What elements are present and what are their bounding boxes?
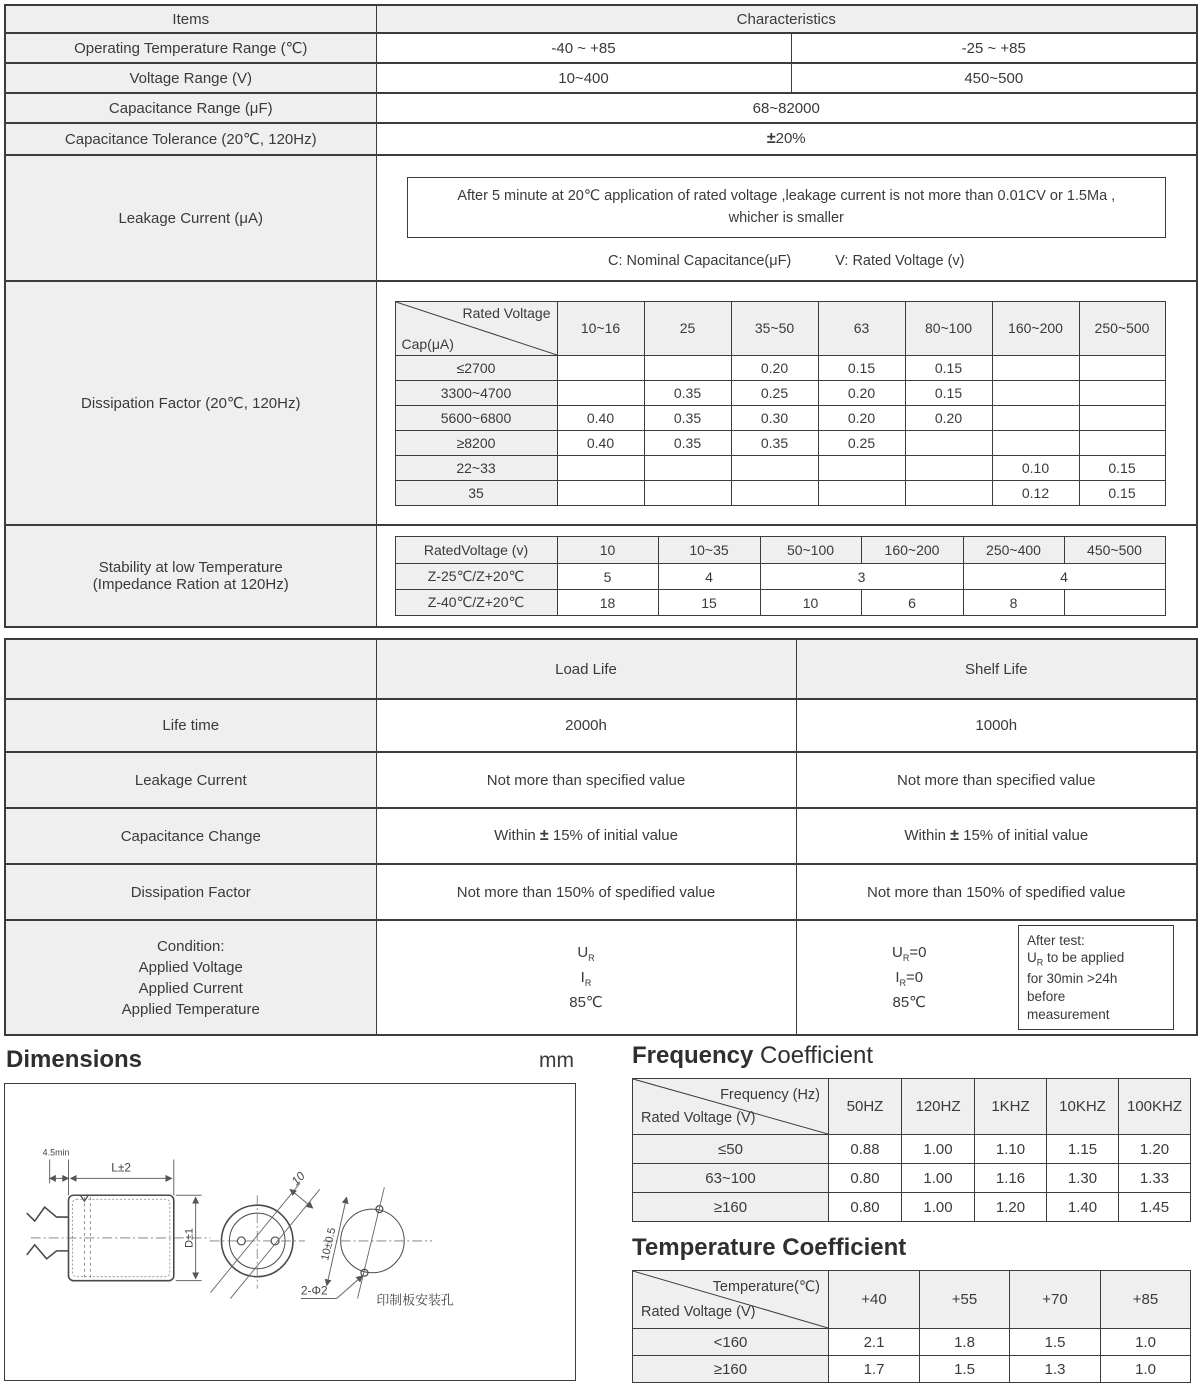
after-test-line: After test: <box>1027 932 1085 948</box>
df-cell: 0.40 <box>557 430 644 455</box>
table-row <box>395 405 1165 430</box>
value-cell: -40 ~ +85 <box>376 33 791 63</box>
st-cell: 4 <box>658 564 760 590</box>
life-table <box>4 638 1198 1036</box>
row-label: Capacitance Range (μF) <box>5 93 376 123</box>
col-header: 100KHZ <box>1119 1079 1191 1135</box>
col-header: 10~16 <box>557 301 644 355</box>
frequency-title <box>632 1042 1190 1070</box>
value-cell: Not more than specified value <box>796 752 1197 808</box>
df-cell <box>818 455 905 480</box>
empty-corner <box>5 639 376 699</box>
note-v: V: Rated Voltage (v) <box>835 253 965 270</box>
title-word: Temperature <box>632 1234 776 1261</box>
tc-cell: 2.1 <box>829 1329 920 1356</box>
after-test-box <box>1018 925 1174 1031</box>
dissipation-cell <box>376 281 1197 525</box>
ir-line: $I_R=0$ <box>895 968 924 988</box>
col-header: +70 <box>1010 1271 1101 1329</box>
table-row <box>395 380 1165 405</box>
stability-table <box>395 536 1166 616</box>
col-header: 25 <box>644 301 731 355</box>
cap-label: ≤2700 <box>395 355 557 380</box>
ur-line: $U_R$ <box>577 943 595 963</box>
temperature-corner-cell <box>633 1271 829 1329</box>
df-cell <box>731 455 818 480</box>
col-header: 10 <box>557 537 658 564</box>
fc-cell: 1.00 <box>902 1193 975 1222</box>
df-cell <box>992 380 1079 405</box>
value-cell <box>796 808 1197 864</box>
temp-line: 85℃ <box>569 993 603 1011</box>
fc-cell: 1.00 <box>902 1164 975 1193</box>
col-header: 1KHZ <box>975 1079 1047 1135</box>
table-row <box>633 1135 1191 1164</box>
st-cell <box>1064 590 1165 616</box>
stability-label-line2: (Impedance Ration at 120Hz) <box>92 576 289 593</box>
fc-cell: 1.20 <box>1119 1135 1191 1164</box>
text: Within <box>904 827 951 844</box>
condition-load-values <box>381 941 792 1014</box>
fc-cell: 1.15 <box>1047 1135 1119 1164</box>
fc-cell: 1.33 <box>1119 1164 1191 1193</box>
bottom-section <box>4 1042 1196 1383</box>
dimensions-unit: mm <box>539 1049 574 1072</box>
value-cell <box>376 123 1197 155</box>
df-cell <box>1079 380 1165 405</box>
tc-cell: 1.5 <box>920 1356 1010 1383</box>
impedance-label: Z-40℃/Z+20℃ <box>395 590 557 616</box>
characteristics-header: Characteristics <box>376 5 1197 33</box>
value-cell: 450~500 <box>791 63 1197 93</box>
temperature-header-row <box>633 1271 1191 1329</box>
cap-label: 5600~6800 <box>395 405 557 430</box>
st-cell: 8 <box>963 590 1064 616</box>
tc-cell: 1.7 <box>829 1356 920 1383</box>
condition-load-cell <box>376 920 796 1035</box>
col-header: 35~50 <box>731 301 818 355</box>
table-row <box>395 480 1165 505</box>
row-label: Dissipation Factor <box>5 864 376 920</box>
dissipation-corner-cell <box>395 301 557 355</box>
value-cell: 1000h <box>796 699 1197 752</box>
col-header: RatedVoltage (v) <box>395 537 557 564</box>
col-header: 250~400 <box>963 537 1064 564</box>
col-header: 450~500 <box>1064 537 1165 564</box>
table-row <box>633 1356 1191 1383</box>
after-test-line: for 30min >24h <box>1027 970 1118 986</box>
value-cell: -25 ~ +85 <box>791 33 1197 63</box>
title-word: Coefficient <box>760 1042 874 1069</box>
shelf-life-header: Shelf Life <box>796 639 1197 699</box>
df-cell <box>1079 430 1165 455</box>
st-cell: 10 <box>760 590 861 616</box>
df-cell: 0.20 <box>818 380 905 405</box>
text: 15% of initial value <box>958 827 1089 844</box>
fc-cell: 1.10 <box>975 1135 1047 1164</box>
length-label: L±2 <box>111 1160 132 1175</box>
col-header: 250~500 <box>1079 301 1165 355</box>
capacitor-drawing <box>5 1084 572 1378</box>
tc-cell: 1.3 <box>1010 1356 1101 1383</box>
leakage-cell <box>376 155 1197 281</box>
voltage-label: ≤50 <box>633 1135 829 1164</box>
df-cell <box>644 455 731 480</box>
temperature-table <box>632 1270 1191 1383</box>
tc-cell: 1.0 <box>1101 1356 1191 1383</box>
row-label: Leakage Current <box>5 752 376 808</box>
df-cell: 0.15 <box>818 355 905 380</box>
row-label: Capacitance Tolerance (20℃, 120Hz) <box>5 123 376 155</box>
plus-minus: ± <box>539 827 549 844</box>
col-header: 50HZ <box>829 1079 902 1135</box>
row-label: Capacitance Change <box>5 808 376 864</box>
row-dissipation <box>5 864 1197 920</box>
df-cell <box>992 430 1079 455</box>
value-cell: 10~400 <box>376 63 791 93</box>
fc-cell: 1.45 <box>1119 1193 1191 1222</box>
col-header: 120HZ <box>902 1079 975 1135</box>
df-cell <box>644 480 731 505</box>
dimensions-header <box>4 1046 576 1074</box>
frequency-corner-cell <box>633 1079 829 1135</box>
temperature-title <box>632 1234 1190 1262</box>
corner-bottom-label: Cap(μA) <box>401 335 454 352</box>
table-row <box>633 1193 1191 1222</box>
st-cell: 18 <box>557 590 658 616</box>
row-label: Leakage Current (μA) <box>5 155 376 281</box>
df-cell: 0.15 <box>905 380 992 405</box>
col-header: +85 <box>1101 1271 1191 1329</box>
row-label: Voltage Range (V) <box>5 63 376 93</box>
row-voltage-range <box>5 63 1197 93</box>
text: 15% of initial value <box>548 827 678 844</box>
row-label <box>5 525 376 627</box>
df-cell: 0.25 <box>818 430 905 455</box>
row-label: Operating Temperature Range (℃) <box>5 33 376 63</box>
col-header: 50~100 <box>760 537 861 564</box>
holes-note-label: 印制板安装孔 <box>376 1292 454 1308</box>
st-cell: 4 <box>963 564 1165 590</box>
hole-spacing-label: 10±0.5 <box>319 1226 339 1262</box>
cap-label: ≥8200 <box>395 430 557 455</box>
df-cell <box>557 455 644 480</box>
col-header: 63 <box>818 301 905 355</box>
fc-cell: 1.40 <box>1047 1193 1119 1222</box>
after-test-line: measurement <box>1027 1006 1110 1022</box>
col-header: 10KHZ <box>1047 1079 1119 1135</box>
corner-bottom-label: Rated Voltage (V) <box>641 1110 756 1126</box>
st-cell: 6 <box>861 590 963 616</box>
col-header: +40 <box>829 1271 920 1329</box>
st-cell: 3 <box>760 564 963 590</box>
df-cell: 0.12 <box>992 480 1079 505</box>
fc-cell: 0.80 <box>829 1164 902 1193</box>
voltage-label: ≥160 <box>633 1356 829 1383</box>
leakage-line2: whicher is smaller <box>728 209 844 226</box>
lead-min-label: 4.5min <box>42 1147 70 1158</box>
df-cell: 0.30 <box>731 405 818 430</box>
cap-label: 3300~4700 <box>395 380 557 405</box>
df-cell <box>905 455 992 480</box>
leakage-note-box <box>407 177 1167 239</box>
text: Within <box>494 827 540 844</box>
value-cell <box>376 808 796 864</box>
tc-cell: 1.0 <box>1101 1329 1191 1356</box>
ir-line: $I_R$ <box>580 968 592 988</box>
value-cell: Not more than 150% of spedified value <box>796 864 1197 920</box>
df-cell <box>992 405 1079 430</box>
df-cell <box>818 480 905 505</box>
life-header-row <box>5 639 1197 699</box>
st-cell: 5 <box>557 564 658 590</box>
dissipation-table <box>395 301 1166 506</box>
df-cell: 0.20 <box>818 405 905 430</box>
stability-cell <box>376 525 1197 627</box>
coefficients-section <box>632 1042 1190 1383</box>
condition-shelf-values <box>801 941 1019 1014</box>
condition-line: Applied Voltage <box>138 958 243 976</box>
col-header: 10~35 <box>658 537 760 564</box>
df-cell: 0.35 <box>644 380 731 405</box>
row-condition <box>5 920 1197 1035</box>
temp-line: 85℃ <box>892 993 927 1011</box>
row-label: Dissipation Factor (20℃, 120Hz) <box>5 281 376 525</box>
df-cell <box>905 480 992 505</box>
row-label: Life time <box>5 699 376 752</box>
stability-label-line1: Stability at low Temperature <box>98 559 283 576</box>
fc-cell: 1.20 <box>975 1193 1047 1222</box>
table-row <box>633 1329 1191 1356</box>
table-row <box>395 455 1165 480</box>
voltage-label: <160 <box>633 1329 829 1356</box>
value-cell: 68~82000 <box>376 93 1197 123</box>
fc-cell: 1.16 <box>975 1164 1047 1193</box>
stability-header-row <box>395 537 1165 564</box>
df-cell: 0.35 <box>644 405 731 430</box>
df-cell <box>557 480 644 505</box>
pin-spacing-label: 10 <box>288 1168 308 1189</box>
value-cell: Not more than 150% of spedified value <box>376 864 796 920</box>
row-life-time <box>5 699 1197 752</box>
df-cell <box>1079 405 1165 430</box>
tolerance-value: 20% <box>775 130 806 147</box>
table-row <box>395 590 1165 616</box>
fc-cell: 0.80 <box>829 1193 902 1222</box>
df-cell: 0.15 <box>905 355 992 380</box>
condition-label <box>5 920 376 1035</box>
voltage-label: ≥160 <box>633 1193 829 1222</box>
value-cell: 2000h <box>376 699 796 752</box>
df-cell: 0.20 <box>905 405 992 430</box>
title-word: Frequency <box>632 1042 754 1069</box>
col-header: 160~200 <box>861 537 963 564</box>
df-cell <box>905 430 992 455</box>
title-word: Coefficient <box>782 1234 907 1261</box>
row-capacitance-tolerance <box>5 123 1197 155</box>
holes-label: 2-Φ2 <box>300 1283 328 1298</box>
table-header-row <box>5 5 1197 33</box>
frequency-header-row <box>633 1079 1191 1135</box>
df-cell: 0.35 <box>731 430 818 455</box>
condition-line: Condition: <box>156 937 225 955</box>
df-cell <box>557 380 644 405</box>
frequency-table <box>632 1078 1191 1222</box>
col-header: +55 <box>920 1271 1010 1329</box>
corner-bottom-label: Rated Voltage (V) <box>641 1304 756 1320</box>
load-life-header: Load Life <box>376 639 796 699</box>
plus-minus: ± <box>766 130 776 147</box>
table-row <box>633 1164 1191 1193</box>
value-cell: Not more than specified value <box>376 752 796 808</box>
leakage-footnote <box>381 253 1193 269</box>
after-test-line: before <box>1027 988 1066 1004</box>
condition-shelf-flex <box>801 925 1193 1031</box>
row-capacitance-range <box>5 93 1197 123</box>
fc-cell: 0.88 <box>829 1135 902 1164</box>
row-operating-temp <box>5 33 1197 63</box>
col-header: 80~100 <box>905 301 992 355</box>
condition-line: Applied Current <box>138 979 243 997</box>
fc-cell: 1.30 <box>1047 1164 1119 1193</box>
corner-top-label: Temperature(℃) <box>712 1279 820 1295</box>
row-leakage <box>5 752 1197 808</box>
df-cell: 0.20 <box>731 355 818 380</box>
after-test-line: $U_R$ to be applied <box>1027 950 1125 969</box>
note-c: C: Nominal Capacitance(μF) <box>608 253 792 270</box>
condition-shelf-cell <box>796 920 1197 1035</box>
df-cell <box>644 355 731 380</box>
row-capacitance-change <box>5 808 1197 864</box>
col-header: 160~200 <box>992 301 1079 355</box>
diameter-label: D±1 <box>183 1227 196 1248</box>
df-cell <box>1079 355 1165 380</box>
voltage-label: 63~100 <box>633 1164 829 1193</box>
cap-label: 22~33 <box>395 455 557 480</box>
tc-cell: 1.5 <box>1010 1329 1101 1356</box>
df-cell <box>731 480 818 505</box>
leakage-line1: After 5 minute at 20℃ application of rated voltage ,leakage current is not more than 0.01CV or 1.5Ma , <box>457 187 1116 204</box>
plus-minus: ± <box>950 827 959 844</box>
table-row <box>395 564 1165 590</box>
cap-label: 35 <box>395 480 557 505</box>
impedance-label: Z-25℃/Z+20℃ <box>395 564 557 590</box>
dimensions-drawing-box <box>4 1083 576 1381</box>
dissipation-header-row <box>395 301 1165 355</box>
df-cell <box>557 355 644 380</box>
corner-top-label: Rated Voltage <box>462 304 551 321</box>
table-row <box>395 430 1165 455</box>
condition-line: Applied Temperature <box>121 1000 260 1018</box>
dimensions-title: Dimensions <box>6 1046 143 1073</box>
fc-cell: 1.00 <box>902 1135 975 1164</box>
df-cell: 0.15 <box>1079 455 1165 480</box>
table-row <box>395 355 1165 380</box>
df-cell: 0.35 <box>644 430 731 455</box>
row-dissipation-factor <box>5 281 1197 525</box>
characteristics-table <box>4 4 1198 628</box>
df-cell: 0.15 <box>1079 480 1165 505</box>
df-cell: 0.25 <box>731 380 818 405</box>
row-leakage-current <box>5 155 1197 281</box>
df-cell <box>992 355 1079 380</box>
st-cell: 15 <box>658 590 760 616</box>
ur-line: $U_R=0$ <box>892 943 927 963</box>
tc-cell: 1.8 <box>920 1329 1010 1356</box>
dimensions-section <box>4 1042 576 1383</box>
df-cell: 0.40 <box>557 405 644 430</box>
df-cell: 0.10 <box>992 455 1079 480</box>
items-header: Items <box>5 5 376 33</box>
row-stability <box>5 525 1197 627</box>
corner-top-label: Frequency (Hz) <box>720 1087 820 1103</box>
